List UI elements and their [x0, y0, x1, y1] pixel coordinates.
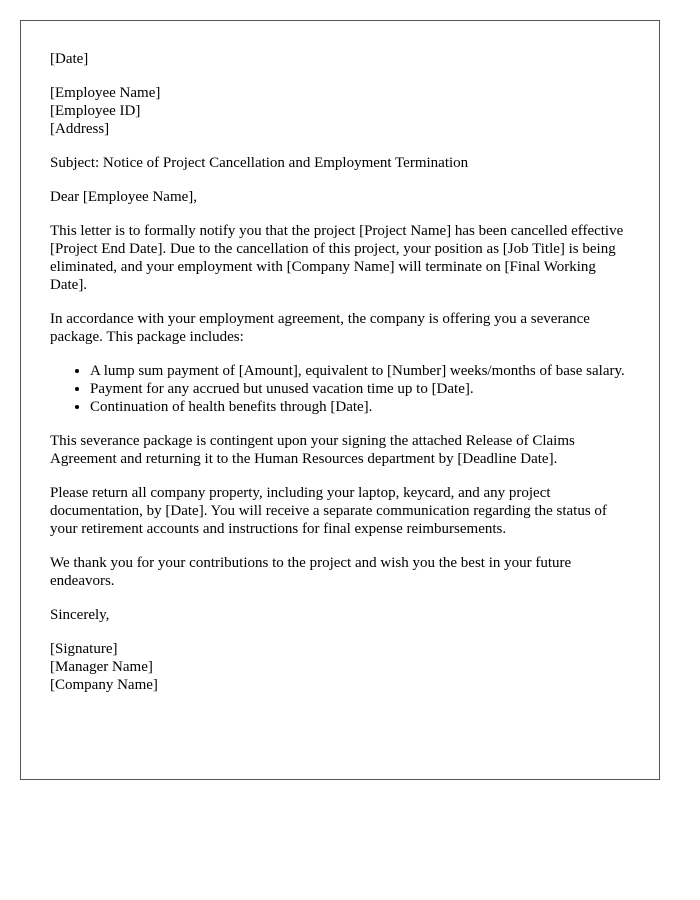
letter-document — [20, 20, 660, 780]
recipient-block — [50, 84, 630, 138]
list-item: • Continuation of health benefits through [Date]. — [90, 398, 630, 416]
recipient-id: [Employee ID] — [50, 103, 141, 119]
recipient-address: [Address] — [50, 121, 110, 137]
severance-paragraph: In accordance with your employment agreement, the company is offering you a severance package. This package includes: — [50, 311, 590, 345]
manager-name: [Manager Name] — [50, 659, 153, 675]
company-name: [Company Name] — [50, 677, 158, 693]
list-item: • A lump sum payment of [Amount], equivalent to [Number] weeks/months of base salary. — [90, 362, 630, 380]
package-list — [50, 362, 630, 416]
letter-subject: Subject: Notice of Project Cancellation and Employment Termination — [50, 155, 469, 171]
date-block — [50, 50, 630, 68]
property-paragraph: Please return all company property, including your laptop, keycard, and any project documentation, by [Date]. You will receive a separate communication regarding the status of your retirement accounts and instructions for final expense reimbursements. — [50, 485, 607, 537]
intro-paragraph: This letter is to formally notify you that the project [Project Name] has been cancelled effective [Project End Date]. Due to the cancellation of this project, your position as [Job Title] is being eliminated, and your employment with [Company Name] will terminate on [Final Working Date]. — [50, 223, 624, 293]
salutation: Dear [Employee Name], — [50, 189, 198, 205]
thanks-paragraph: We thank you for your contributions to the project and wish you the best in your future endeavors. — [50, 555, 572, 589]
list-item: • Payment for any accrued but unused vacation time up to [Date]. — [90, 380, 630, 398]
letter-date: [Date] — [50, 51, 89, 67]
signature-line: [Signature] — [50, 641, 118, 657]
closing: Sincerely, — [50, 607, 110, 623]
signature-block — [50, 640, 630, 694]
recipient-name: [Employee Name] — [50, 85, 161, 101]
contingent-paragraph: This severance package is contingent upon your signing the attached Release of Claims Agreement and returning it to the Human Resources department by [Deadline Date]. — [50, 433, 575, 467]
